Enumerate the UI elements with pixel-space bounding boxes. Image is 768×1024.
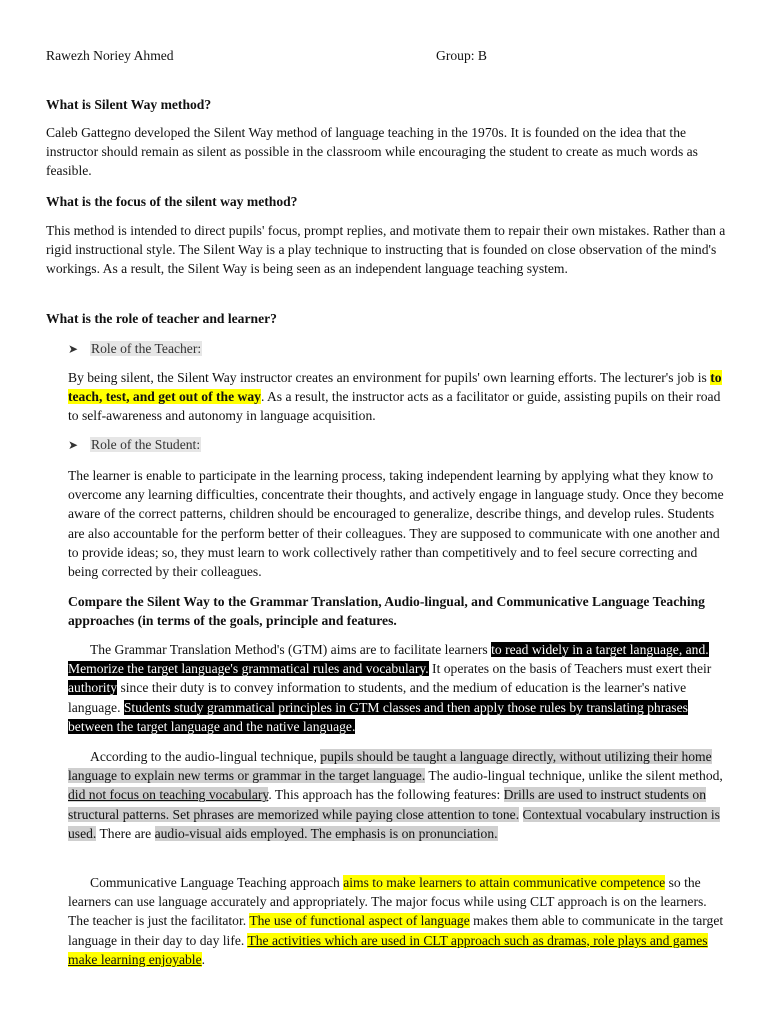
heading-compare: Compare the Silent Way to the Grammar Translation, Audio-lingual, and Communicative Language Teaching approaches (in terms of the goals, principle and features.	[68, 594, 705, 629]
para-gtm	[68, 640, 726, 736]
text-run: The Grammar Translation Method's (GTM) aims are to facilitate learners	[90, 642, 492, 657]
text-run: makes them able to communicate in the target language in their day to day life.	[68, 913, 724, 948]
heading-roles: What is the role of teacher and learner?	[46, 311, 277, 326]
bullet-role-student	[68, 435, 201, 455]
paragraph-text: Caleb Gattegno developed the Silent Way method of language teaching in the 1970s. It is founded on the idea that the instructor should remain as silent as possible in the classroom while encouraging the student to create as much words as feasible.	[46, 125, 698, 179]
paragraph-text	[68, 747, 726, 843]
highlight-yellow: to teach, test, and get out of the way	[68, 370, 722, 405]
text-run: There are	[96, 825, 155, 841]
section-focus	[46, 192, 726, 211]
highlight-gray: pupils should be taught a language directly, without utilizing their home language to explain new terms or grammar in the target language.	[68, 749, 712, 784]
highlight-yellow: aims to make learners to attain communicative competence	[343, 875, 666, 890]
paragraph-text: This method is intended to direct pupils' focus, prompt replies, and motivate them to repair their own mistakes. Rather than a rigid instructional style. The Silent Way is a play technique to instructing that is founded on close observation of the mind's workings. As a result, the Silent Way is being seen as an independent language teaching system.	[46, 223, 726, 277]
highlight-black: authority	[68, 680, 118, 696]
bullet-label: Role of the Student:	[91, 437, 201, 452]
author-name: Rawezh Noriey Ahmed	[46, 48, 174, 63]
heading-what-is-silent-way: What is Silent Way method?	[46, 97, 212, 112]
text-run: According to the audio-lingual technique,	[90, 749, 321, 764]
text-run: . This approach has the following features:	[268, 787, 504, 803]
text-run: since their duty is to convey information to students, and the medium of education is the learner's native language.	[68, 680, 687, 715]
header-row	[46, 48, 726, 66]
highlight-black: Students study grammatical principles in GTM classes and then apply those rules by translating phrases between the target language and the native language.	[68, 699, 688, 734]
text-run	[519, 807, 522, 822]
text-run: The audio-lingual technique, unlike the silent method,	[425, 768, 723, 784]
text-run: so the learners can use language accurately and appropriately. The major focus while using CLT approach is on the learners. The teacher is just the facilitator.	[68, 875, 707, 929]
section-compare	[68, 592, 726, 630]
highlight-gray: audio-visual aids employed. The emphasis is on pronunciation.	[154, 825, 498, 841]
group-label: Group: B	[436, 48, 487, 63]
para-silent-way-definition	[46, 123, 726, 181]
highlight-yellow: The activities which are used in CLT approach such as dramas, role plays and games make learning enjoyable	[68, 932, 708, 967]
highlight-gray: did not focus on teaching vocabulary	[68, 787, 269, 803]
para-role-teacher	[68, 368, 726, 426]
paragraph-text	[68, 368, 726, 426]
para-audio-lingual	[68, 747, 726, 843]
text-run: . As a result, the instructor acts as a facilitator or guide, assisting pupils on their road to self-awareness and autonomy in language acquisition.	[68, 389, 721, 424]
paragraph-text: The learner is enable to participate in the learning process, taking independent learning by applying what they know to overcome any learning difficulties, concentrate their thoughts, and actively engage in language study. Once they become aware of the correct patterns, children should be encouraged to generalize, describe things, and develop rules. Students are also accountable for the perform better of their colleagues. They are supposed to communicate with one another and to provide ideas; so, they must learn to work collectively rather than competitively and to feel secure correcting and being corrected by their colleagues.	[68, 468, 724, 580]
text-run: .	[201, 951, 206, 967]
heading-focus: What is the focus of the silent way method?	[46, 194, 298, 209]
arrow-bullet-icon: ➤	[68, 438, 79, 452]
highlight-gray: Contextual vocabulary instruction is used.	[68, 806, 720, 841]
highlight-gray: Drills are used to instruct students on structural patterns. Set phrases are memorized while paying close attention to tone.	[68, 787, 707, 822]
text-run: Communicative Language Teaching approach	[90, 875, 344, 890]
highlight-yellow: The use of functional aspect of language	[249, 913, 470, 929]
para-role-student	[68, 466, 726, 581]
bullet-role-teacher	[68, 339, 202, 359]
highlight-black: to read widely in a target language, and. Memorize the target language's grammatical rules and vocabulary.	[68, 642, 709, 677]
para-clt	[68, 873, 726, 969]
paragraph-text	[68, 640, 726, 736]
section-what-is-silent-way	[46, 95, 726, 114]
para-focus	[46, 221, 726, 279]
bullet-label: Role of the Teacher:	[91, 341, 202, 356]
section-roles	[46, 309, 726, 328]
text-run: By being silent, the Silent Way instructor creates an environment for pupils' own learning efforts. The lecturer's job is	[68, 370, 711, 385]
text-run: It operates on the basis of Teachers must exert their	[428, 661, 712, 677]
paragraph-text	[68, 873, 726, 969]
arrow-bullet-icon: ➤	[68, 342, 79, 356]
